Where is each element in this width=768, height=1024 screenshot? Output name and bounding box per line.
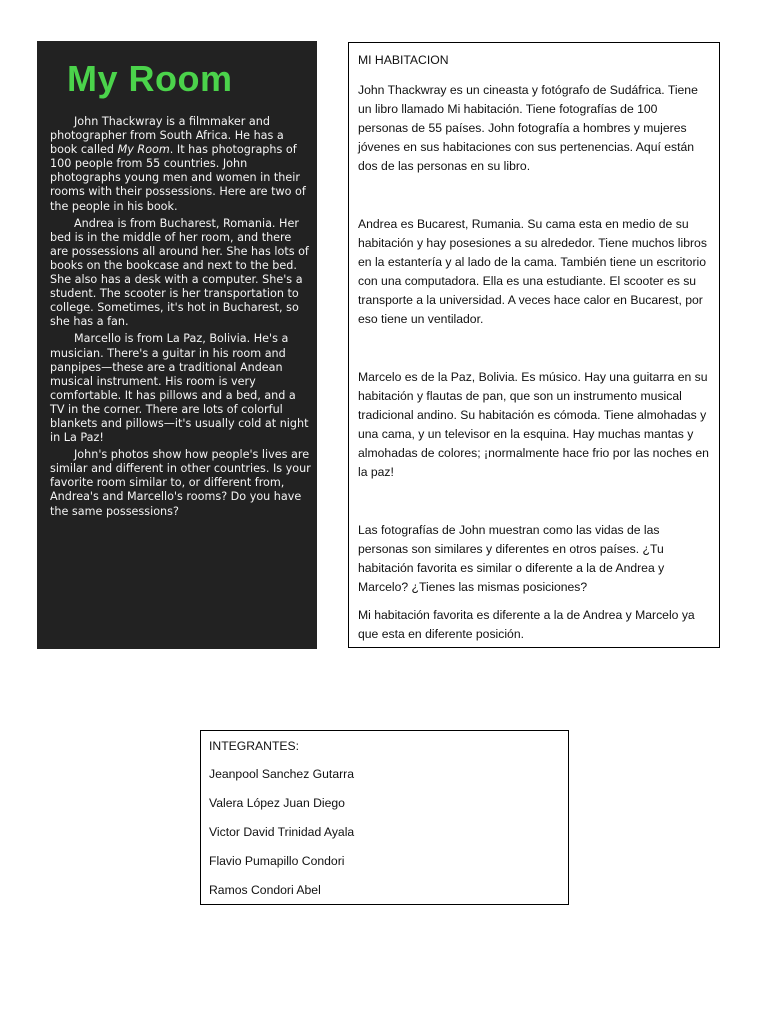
translation-box bbox=[348, 42, 720, 648]
article-paragraph-andrea: Andrea is from Bucharest, Romania. Her bed is in the middle of her room, and there are possessions all around her. She has lots of books on the bookcase and next to the bed. She also has a desk with a computer. She's a student. The scooter is her transportation to college. Sometimes, it's hot in Bucharest, so she has a fan. bbox=[50, 216, 309, 329]
translation-paragraph-marcelo: Marcelo es de la Paz, Bolivia. Es músico. Hay una guitarra en su habitación y flautas de pan, que son un instrumento musical tradicional andino. Su habitación es cómoda. Tiene almohadas y una cama, y un televisor en la esquina. Hay muchas mantas y almohadas de colores; ¡normalmente hace frio por las noches en la paz! bbox=[358, 370, 709, 479]
translation-title: MI HABITACION bbox=[358, 53, 449, 67]
members-title: INTEGRANTES: bbox=[209, 739, 300, 753]
member-name: Valera López Juan Diego bbox=[209, 796, 345, 810]
article-body bbox=[50, 115, 312, 522]
members-box bbox=[200, 730, 569, 905]
translation-paragraph-andrea: Andrea es Bucarest, Rumania. Su cama esta en medio de su habitación y hay posesiones a su alrededor. Tiene muchos libros en la estantería y al lado de la cama. También tiene un escritorio con una computadora. Ella es una estudiante. El scooter es su transporte a la universidad. A veces hace calor en Bucarest, por eso tiene un ventilador. bbox=[358, 217, 707, 326]
article-paragraph-marcello: Marcello is from La Paz, Bolivia. He's a musician. There's a guitar in his room and panpipes—these are a traditional Andean musical instrument. His room is very comfortable. It has pillows and a bed, and a TV in the corner. There are lots of colorful blankets and pillows—it's usually cold at night in La Paz! bbox=[50, 332, 309, 445]
member-name: Jeanpool Sanchez Gutarra bbox=[209, 767, 354, 781]
article-title: My Room bbox=[67, 58, 233, 99]
translation-paragraph-closing: Las fotografías de John muestran como las vidas de las personas son similares y diferentes en otros países. ¿Tu habitación favorita es similar o diferente a la de Andrea y Marcelo? ¿Tienes las mismas posiciones? bbox=[358, 523, 665, 594]
translation-paragraph-intro: John Thackwray es un cineasta y fotógrafo de Sudáfrica. Tiene un libro llamado Mi habitación. Tiene fotografías de 100 personas de 55 países. John fotografía a hombres y mujeres jóvenes en sus habitaciones con sus pertenencias. Aquí están dos de las personas en su libro. bbox=[358, 83, 698, 173]
member-name: Flavio Pumapillo Condori bbox=[209, 854, 345, 868]
translation-paragraph-answer: Mi habitación favorita es diferente a la de Andrea y Marcelo ya que esta en diferente posición. bbox=[358, 608, 695, 641]
member-name: Victor David Trinidad Ayala bbox=[209, 825, 355, 839]
members-list bbox=[209, 765, 560, 900]
article-panel bbox=[37, 41, 317, 649]
member-name: Ramos Condori Abel bbox=[209, 883, 321, 897]
article-paragraph-closing: John's photos show how people's lives are similar and different in other countries. Is your favorite room similar to, or different from, Andrea's and Marcello's rooms? Do you have the same possessions? bbox=[50, 448, 311, 518]
book-title: My Room bbox=[117, 143, 170, 157]
article-paragraph-intro: John Thackwray is a filmmaker and photographer from South Africa. He has a book called My Room. It has photographs of 100 people from 55 countries. John photographs young men and women in their rooms with their possessions. Here are two of the people in his book. bbox=[50, 115, 306, 213]
